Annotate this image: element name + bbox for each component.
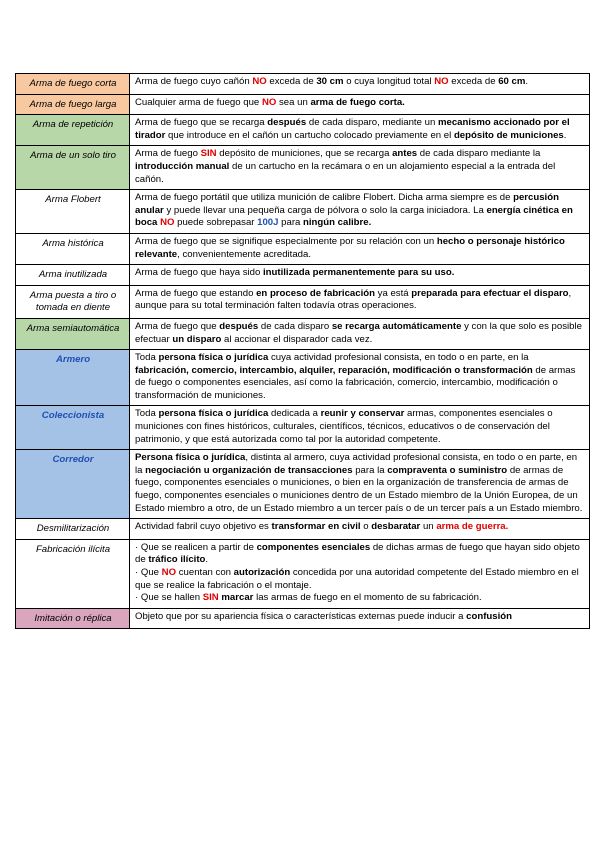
definition-cell (130, 450, 590, 519)
definition-text: de un cartucho en la recámara o en un alojamiento especial a la entrada del cañón. (135, 160, 556, 185)
definition-text: NO (434, 76, 449, 87)
definition-text: NO (160, 217, 175, 229)
definition-text: confusión (466, 610, 513, 622)
term-cell: Arma de repetición (16, 115, 130, 146)
definition-text: NO (261, 96, 277, 108)
definitions-table (15, 73, 590, 629)
definition-text: Arma de fuego que (135, 320, 220, 332)
term-cell: Arma semiautomática (16, 318, 130, 349)
definition-text: de cada disparo, mediante un (306, 117, 438, 129)
definition-text: , aunque para su total terminación falten todavía otras operaciones. (135, 287, 572, 312)
definition-text: o cuya longitud total (343, 76, 435, 87)
definition-text: antes (392, 148, 418, 160)
definition-text: un (420, 521, 437, 533)
definition-text: · Que se realicen a partir de (135, 541, 257, 553)
definition-text: autorización (233, 567, 291, 578)
definition-cell (130, 285, 590, 318)
definition-text: reunir y conservar (320, 408, 405, 420)
definition-text: marcar (221, 592, 254, 604)
term-cell: Arma inutilizada (16, 265, 130, 286)
definition-text: · Que se hallen (135, 592, 203, 604)
definition-cell (130, 190, 590, 234)
definition-cell (130, 539, 590, 608)
definition-text: Cualquier arma de fuego que (135, 96, 262, 108)
definition-text: 30 cm (316, 76, 344, 87)
definition-text: , convenientemente acreditada. (177, 248, 312, 260)
table-row (16, 350, 590, 406)
definition-cell (130, 146, 590, 190)
definition-cell (130, 265, 590, 286)
definition-text: NO (252, 76, 267, 87)
term-cell: Armero (16, 350, 130, 406)
definition-text: hecho o personaje histórico relevante (135, 235, 565, 260)
definition-text: de armas de fuego, componentes esenciales o municiones, o bien en la organización de transferencia de armas de fuego, componentes esenciales o municiones dentro de un Estado miembro de la Unión Europea, de un Estado miembro a otro, de un Estado miembro a un tercer país o de un tercer país a un Estado miembro. (135, 464, 583, 514)
term-cell: Arma de un solo tiro (16, 146, 130, 190)
definition-text: al accionar el disparador cada vez. (221, 333, 373, 345)
definition-text: transformar en civil (271, 521, 361, 533)
definition-text: fabricación, comercio, intercambio, alquiler, reparación, modificación o transformación (135, 364, 533, 376)
definition-text: Toda (135, 408, 159, 420)
definition-text: exceda de (448, 76, 499, 87)
definition-text: . (205, 554, 209, 566)
definition-text: puede sobrepasar (174, 217, 258, 229)
definition-text: se recarga automáticamente (331, 320, 462, 332)
definition-text: Arma de fuego que se signifique especialmente por su relación con un (135, 235, 437, 247)
definition-text: depósito de municiones, que se recarga (216, 148, 393, 160)
definition-text: o (360, 521, 372, 533)
table-row (16, 608, 590, 629)
term-cell: Imitación o réplica (16, 608, 130, 629)
definition-text: en proceso de fabricación (256, 287, 375, 299)
definition-text: Objeto que por su apariencia física o características externas puede inducir a (135, 610, 467, 622)
definition-text: y puede llevar una pequeña carga de pólvora o solo la carga iniciadora. La (163, 204, 487, 216)
definition-text: Persona física o jurídica (135, 452, 246, 464)
table-row (16, 115, 590, 146)
definition-text: SIN (200, 148, 217, 160)
term-cell: Fabricación ilícita (16, 539, 130, 608)
definition-text: de dichas armas de fuego que hayan sido objeto de (135, 541, 580, 566)
definition-text: arma de fuego corta. (310, 96, 405, 108)
definition-text: exceda de (266, 76, 317, 87)
definition-cell (130, 318, 590, 349)
definition-text: y con la que solo es posible efectuar (135, 320, 582, 345)
table-row (16, 74, 590, 95)
term-cell: Coleccionista (16, 406, 130, 450)
definition-cell (130, 608, 590, 629)
definition-text: para la (352, 464, 388, 476)
definition-text: un disparo (172, 333, 222, 345)
definition-text: . (525, 76, 529, 87)
definition-text: armas, componentes esenciales o municiones con fines históricos, culturales, científicos, técnicos, educativos o de conservación del patrimonio, y que está autorizada como tal por la autoridad competente. (135, 408, 553, 445)
definition-text: SIN (202, 592, 219, 604)
definition-text: ya está (374, 287, 412, 299)
table-row (16, 265, 590, 286)
definition-text: negociación u organización de transacciones (145, 464, 353, 476)
table-row (16, 146, 590, 190)
term-cell: Arma puesta a tiro o tomada en diente (16, 285, 130, 318)
definition-text: Toda (135, 352, 159, 364)
term-cell: Arma de fuego larga (16, 94, 130, 115)
definition-text: Arma de fuego que estando (135, 287, 257, 299)
definition-text: las armas de fuego en el momento de su fabricación. (253, 592, 482, 604)
definition-cell (130, 233, 590, 264)
table-row (16, 318, 590, 349)
definition-text: persona física o jurídica (158, 408, 269, 420)
definition-text: 100J (257, 217, 279, 229)
table-row (16, 539, 590, 608)
definition-text: percusión anular (135, 192, 559, 216)
definition-text: Arma de fuego portátil que utiliza munición de calibre Flobert. Dicha arma siempre es de (135, 192, 514, 204)
table-row (16, 190, 590, 234)
definition-text: arma de guerra. (436, 521, 509, 533)
definition-text: 60 cm (498, 76, 526, 87)
definition-text: ningún calibre. (303, 217, 372, 229)
definition-text: Actividad fabril cuyo objetivo es (135, 521, 272, 533)
definition-text: después (219, 320, 259, 332)
term-cell: Arma Flobert (16, 190, 130, 234)
definition-cell (130, 350, 590, 406)
table-row (16, 450, 590, 519)
definition-text: tráfico ilícito (148, 554, 206, 566)
definition-text: cuya actividad profesional consista, en todo o en parte, en la (268, 352, 529, 364)
definition-text: para (278, 217, 304, 229)
definition-cell (130, 519, 590, 540)
definition-text: desbaratar (371, 521, 421, 533)
definition-text: componentes esenciales (256, 541, 371, 553)
definition-text: sea un (276, 96, 311, 108)
term-cell: Arma histórica (16, 233, 130, 264)
definition-text: depósito de municiones (453, 129, 564, 141)
definition-text: mecanismo accionado por el tirador (135, 117, 570, 141)
definition-text: preparada para efectuar el disparo (411, 287, 569, 299)
definition-text: de cada disparo (258, 320, 332, 332)
definition-cell (130, 94, 590, 115)
definition-text: persona física o jurídica (158, 352, 269, 364)
definition-text: . (563, 129, 567, 141)
definition-text: que introduce en el cañón un cartucho colocado previamente en el (165, 129, 454, 141)
term-cell: Arma de fuego corta (16, 74, 130, 95)
table-row (16, 233, 590, 264)
definition-cell (130, 74, 590, 95)
definition-text: Arma de fuego cuyo cañón (135, 76, 253, 87)
definition-text: , distinta al armero, cuya actividad profesional consista, en todo o en parte, en la (135, 452, 578, 476)
term-cell: Desmilitarización (16, 519, 130, 540)
table-row (16, 519, 590, 540)
definition-text: dedicada a (268, 408, 321, 420)
definition-text: introducción manual (135, 160, 230, 172)
definition-text: concedida por una autoridad competente del Estado miembro en el que se realice la fabricación o el montaje. (135, 567, 579, 591)
definition-text: NO (161, 567, 177, 578)
definition-text: inutilizada permanentemente para su uso. (263, 267, 455, 279)
table-row (16, 285, 590, 318)
definition-cell (130, 406, 590, 450)
table-row (16, 94, 590, 115)
definition-text: Arma de fuego que se recarga (135, 117, 268, 129)
definition-text: · Que (135, 567, 162, 578)
definition-cell (130, 115, 590, 146)
term-cell: Corredor (16, 450, 130, 519)
definition-text: compraventa o suministro (387, 464, 508, 476)
definition-text: después (267, 117, 307, 129)
table-row (16, 406, 590, 450)
definition-text: de cada disparo mediante la (417, 148, 541, 160)
definition-text: de armas de fuego o componentes esenciales, así como la fabricación, comercio, intercambio, modificación o transformación de municiones. (135, 364, 576, 401)
definition-text: cuentan con (176, 567, 234, 578)
definition-text: Arma de fuego (135, 148, 201, 160)
definition-text: energía cinética en boca (135, 204, 573, 229)
definition-text: Arma de fuego que haya sido (135, 267, 264, 279)
